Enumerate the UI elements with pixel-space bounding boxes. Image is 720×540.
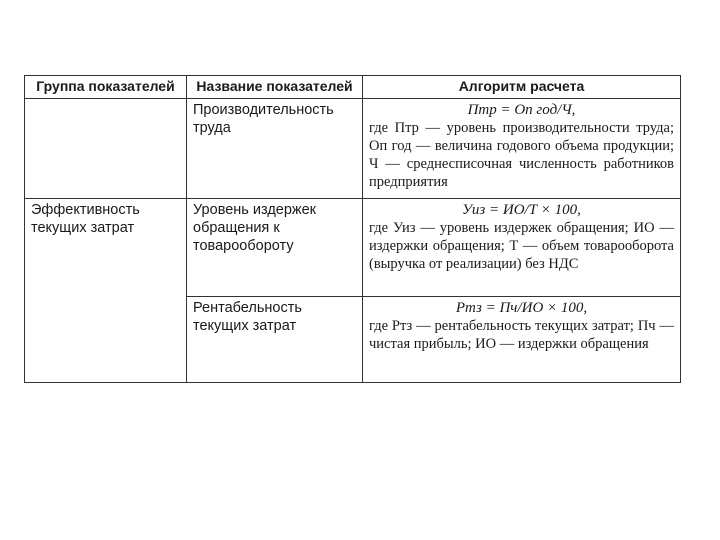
algorithm-cell [363, 297, 681, 383]
formula: Птр = Оп год/Ч, [467, 102, 576, 118]
indicator-name-cell: Уровень издержек обращения к товарообороту [187, 199, 363, 297]
algorithm-cell [363, 199, 681, 297]
header-name: Название показателей [187, 76, 363, 99]
indicators-table-container [24, 75, 680, 383]
formula: Ртз = Пч/ИО × 100, [455, 300, 588, 316]
indicators-table [24, 75, 681, 383]
table-row [25, 99, 681, 199]
table-header-row [25, 76, 681, 99]
indicator-name-cell: Рентабельность текущих затрат [187, 297, 363, 383]
indicator-name-cell: Производительность труда [187, 99, 363, 199]
formula-explanation: где Уиз — уровень издержек обращения; ИО — издержки обращения; Т — объем товарооборота (выручка от реализации) без НДС [369, 220, 674, 272]
group-cell [25, 99, 187, 199]
algorithm-cell [363, 99, 681, 199]
header-algorithm: Алгоритм расчета [363, 76, 681, 99]
table-row [25, 199, 681, 297]
formula-explanation: где Птр — уровень производительности труда; Оп год — величина годового объема продукции; Ч — среднесписочная численность работников предприятия [369, 120, 674, 190]
group-cell: Эффективность текущих затрат [25, 199, 187, 383]
formula-explanation: где Ртз — рентабельность текущих затрат; Пч — чистая прибыль; ИО — издержки обращения [369, 318, 674, 352]
header-group: Группа показателей [25, 76, 187, 99]
formula: Уиз = ИО/Т × 100, [462, 202, 581, 218]
